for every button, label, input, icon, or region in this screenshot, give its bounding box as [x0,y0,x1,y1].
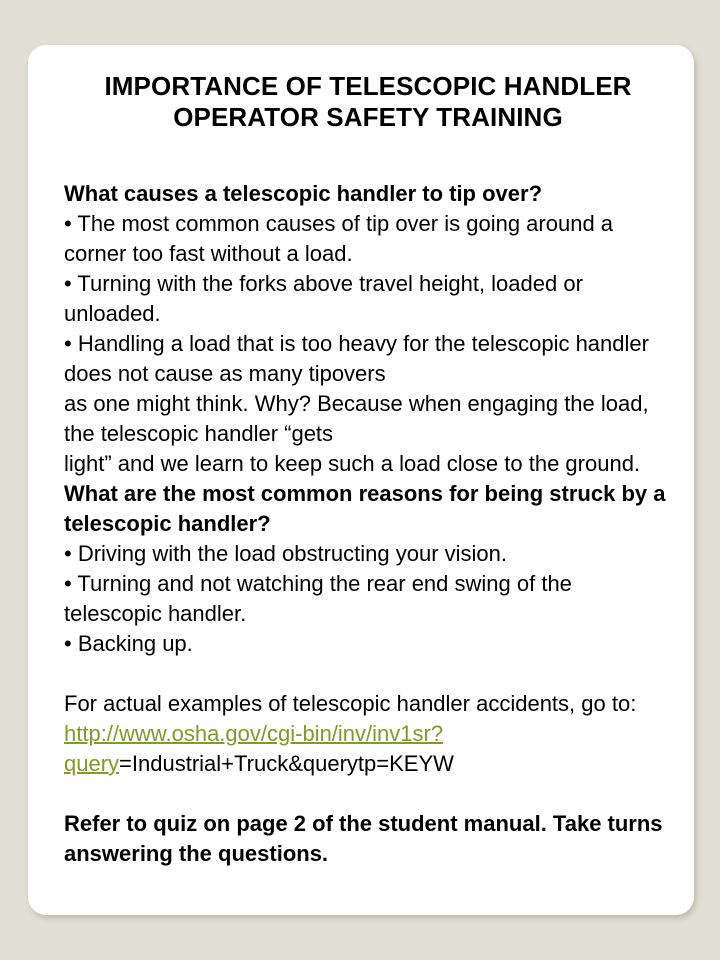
bullet-rear-end-swing: • Turning and not watching the rear end swing of the telescopic handler. [64,571,579,626]
osha-link-paragraph [64,689,672,779]
closing-instruction: Refer to quiz on page 2 of the student manual. Take turns answering the questions. [64,811,669,866]
heading-struck-by: What are the most common reasons for being struck by a telescopic handler? [64,481,672,536]
bullet-load-obstructing-vision: • Driving with the load obstructing your vision. [64,541,508,566]
heading-tip-over: What causes a telescopic handler to tip over? [64,181,543,206]
bullet-heavy-load-part-3: light” and we learn to keep such a load close to the ground. [64,451,641,476]
osha-link-lead-text: For actual examples of telescopic handler accidents, go to: [64,691,649,716]
bullet-corner-too-fast: • The most common causes of tip over is going around a corner too fast without a load. [64,211,620,266]
slide-body [64,133,672,869]
osha-accident-search-link[interactable]: http://www.osha.gov/cgi-bin/inv/inv1sr?query [64,721,444,776]
spacer-before-link [64,659,672,689]
slide-title-line-1: IMPORTANCE OF TELESCOPIC HANDLER [104,71,632,101]
bullet-backing-up: • Backing up. [64,631,193,656]
slide-title [64,71,672,133]
osha-link-query-tail: =Industrial+Truck&querytp=KEYW [119,751,454,776]
bullet-heavy-load-part-1: • Handling a load that is too heavy for the telescopic handler does not cause as many tipovers [64,331,656,386]
spacer-before-closing [64,779,672,809]
bullet-forks-above-travel-height: • Turning with the forks above travel height, loaded or unloaded. [64,271,590,326]
slide-title-line-2: OPERATOR SAFETY TRAINING [173,102,563,132]
slide-card [28,45,694,915]
bullet-heavy-load-part-2: as one might think. Why? Because when engaging the load, the telescopic handler “gets [64,391,655,446]
